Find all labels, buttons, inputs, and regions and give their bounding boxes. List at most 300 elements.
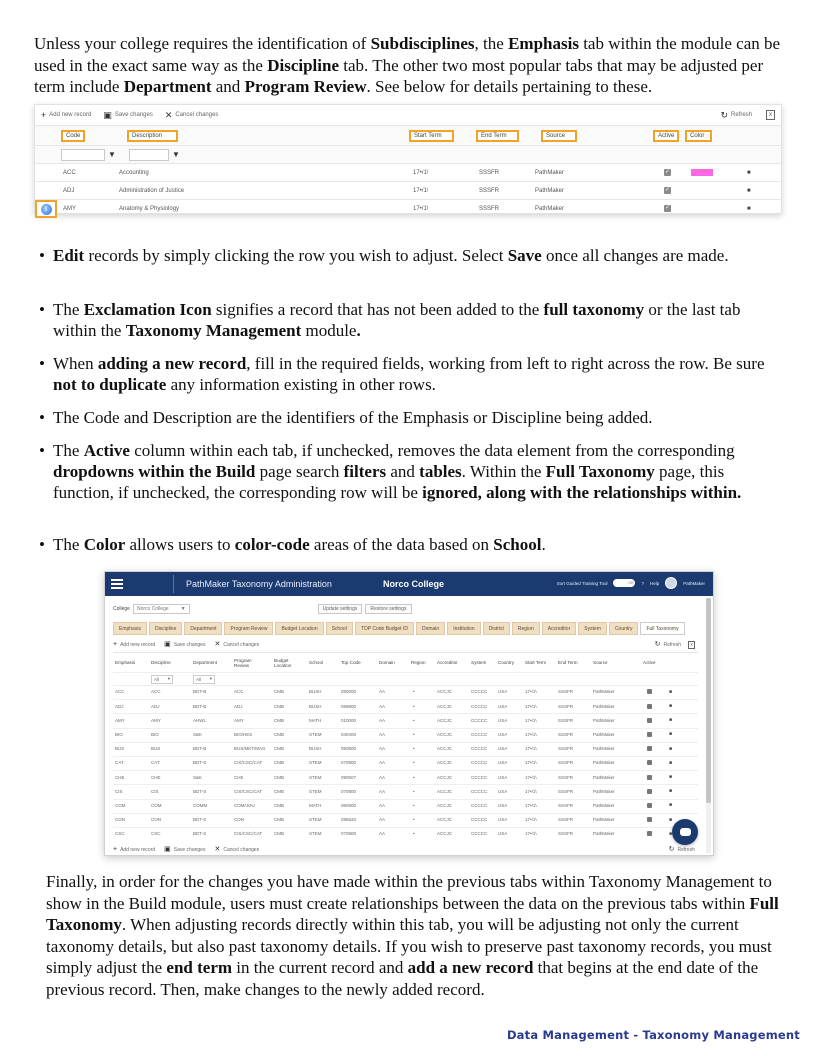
refresh-icon: ↻ <box>668 846 675 853</box>
floppy-icon: ▣ <box>164 846 171 853</box>
cell-accreditor: ACCJC <box>437 731 453 737</box>
cell-school: STEM <box>309 788 322 794</box>
color-swatch[interactable] <box>691 169 713 176</box>
cell-country: USA <box>498 774 508 780</box>
cell-program-review: AMY <box>234 717 244 723</box>
cell-accreditor: ACCJC <box>437 788 453 794</box>
cell-source: PathMaker <box>593 689 615 695</box>
cancel-changes-button[interactable]: Cancel changes <box>223 641 260 648</box>
active-checkbox[interactable] <box>647 704 652 709</box>
cell-accreditor: ACCJC <box>437 746 453 752</box>
cell-accreditor: ACCJC <box>437 774 453 780</box>
cell-emphasis: ADJ <box>115 703 124 709</box>
cell-discipline: AMY <box>151 717 161 723</box>
column-header-program-review[interactable]: Program Review <box>234 657 252 668</box>
college-label: College <box>113 606 130 612</box>
cell-start-term: 17•/1\ <box>525 703 537 709</box>
cell-domain: AA <box>379 831 386 837</box>
cell-system: CCCCC <box>471 774 488 780</box>
app-title: PathMaker Taxonomy Administration <box>186 579 332 589</box>
trash-icon[interactable]: ■ <box>669 745 673 752</box>
cell-discipline: CAT <box>151 760 160 766</box>
bullet-edit: • Edit records by simply clicking the row you wish to adjust. Select Save once all changes are made. <box>39 246 729 265</box>
tab-top-code-budget-id[interactable]: TOP Code Budget ID <box>355 622 414 635</box>
table-row[interactable] <box>113 742 698 755</box>
cell-top-code: 040400 <box>341 731 357 737</box>
tab-emphasis[interactable]: Emphasis <box>113 622 147 635</box>
cell-domain: AA <box>379 802 386 808</box>
floppy-icon: ▣ <box>164 641 171 648</box>
trash-icon[interactable]: ■ <box>747 169 751 176</box>
cell-region: • <box>413 703 415 709</box>
cell-source: PathMaker <box>535 169 565 176</box>
cell-department: BDT-S <box>193 788 207 794</box>
active-checkbox[interactable] <box>647 831 652 836</box>
cell-source: PathMaker <box>535 187 565 194</box>
cell-budget-location: CMB <box>274 774 284 780</box>
column-header-description[interactable]: Description <box>127 130 178 142</box>
refresh-button[interactable]: Refresh <box>663 641 681 648</box>
tab-department[interactable]: Department <box>184 622 222 635</box>
cell-source: PathMaker <box>593 831 615 837</box>
filter-icon[interactable]: ▼ <box>172 150 180 159</box>
chat-button[interactable] <box>672 819 698 845</box>
cell-discipline: ADJ <box>151 703 160 709</box>
active-checkbox[interactable] <box>647 718 652 723</box>
save-changes-button[interactable]: ▣ Save changes <box>103 109 153 120</box>
cell-code: AMY <box>63 205 77 212</box>
cell-emphasis: CHE <box>115 774 125 780</box>
tab-district[interactable]: District <box>483 622 510 635</box>
code-filter-input[interactable] <box>61 149 105 161</box>
tab-discipline[interactable]: Discipline <box>149 622 182 635</box>
trash-icon[interactable]: ■ <box>669 717 673 724</box>
help-icon[interactable]: ? <box>641 580 644 586</box>
cell-domain: AA <box>379 817 386 823</box>
cell-program-review: BIO/HES <box>234 731 253 737</box>
cell-region: • <box>413 746 415 752</box>
table-row[interactable] <box>35 163 781 181</box>
cell-start-term: 17•/1\ <box>525 788 537 794</box>
filter-row <box>113 672 698 685</box>
cell-department: BDT-S <box>193 760 207 766</box>
cell-department: BDT-S <box>193 831 207 837</box>
save-changes-button[interactable]: Save changes <box>173 641 206 648</box>
trash-icon[interactable]: ■ <box>669 816 673 823</box>
cell-top-code: 050000 <box>341 689 357 695</box>
column-header-emphasis[interactable]: Emphasis <box>115 660 136 665</box>
cell-program-review: COM/JOU <box>234 802 255 808</box>
column-header-source[interactable]: Source <box>593 660 608 665</box>
table-row[interactable] <box>113 784 698 797</box>
cell-source: PathMaker <box>593 774 615 780</box>
trash-icon[interactable]: ■ <box>669 774 673 781</box>
cell-discipline: BIO <box>151 731 159 737</box>
cell-top-code: 010000 <box>341 717 357 723</box>
college-title: Norco College <box>383 579 445 589</box>
cell-end-term: SSSFR <box>558 703 574 709</box>
filter-icon[interactable]: ▼ <box>108 150 116 159</box>
add-record-button[interactable]: Add new record <box>120 641 156 648</box>
cell-department: S&K <box>193 774 203 780</box>
table-row[interactable] <box>113 728 698 741</box>
cell-system: CCCCC <box>471 746 488 752</box>
cell-end-term: SSSFR <box>558 802 574 808</box>
cell-country: USA <box>498 802 508 808</box>
cell-department: AHWL <box>193 717 207 723</box>
cell-top-code: 095520 <box>341 817 357 823</box>
trash-icon[interactable]: ■ <box>669 731 673 738</box>
cell-department: COMM <box>193 802 208 808</box>
update-settings-button[interactable]: Update settings <box>318 604 363 614</box>
cell-source: PathMaker <box>593 717 615 723</box>
tab-accreditor[interactable]: Accreditor <box>542 622 577 635</box>
cell-country: USA <box>498 689 508 695</box>
grid-toolbar <box>35 105 781 125</box>
column-header-discipline[interactable]: Discipline <box>151 660 171 665</box>
cell-description: Anatomy & Physiology <box>119 205 180 212</box>
cell-region: • <box>413 717 415 723</box>
taxonomy-tabs <box>113 622 687 635</box>
active-checkbox[interactable] <box>647 803 652 808</box>
cell-accreditor: ACCJC <box>437 817 453 823</box>
chevron-down-icon: ▼ <box>180 606 186 612</box>
cell-start-term: 17•/1\ <box>525 831 537 837</box>
cell-program-review: CHE <box>234 774 244 780</box>
active-checkbox[interactable] <box>647 789 652 794</box>
cell-system: CCCCC <box>471 760 488 766</box>
tab-institution[interactable]: Institution <box>447 622 480 635</box>
department-filter-select[interactable]: All ▾ <box>193 675 215 684</box>
cell-system: CCCCC <box>471 802 488 808</box>
chat-icon <box>680 828 691 836</box>
cell-code: ACC <box>63 169 76 176</box>
cell-code: ADJ <box>63 187 75 194</box>
cell-source: PathMaker <box>593 802 615 808</box>
column-header-top-code[interactable]: Top Code <box>341 660 361 665</box>
cell-country: USA <box>498 817 508 823</box>
save-changes-button-bottom[interactable]: Save changes <box>173 846 206 853</box>
active-checkbox[interactable] <box>647 732 652 737</box>
cell-emphasis: BIO <box>115 731 123 737</box>
restore-settings-button[interactable]: Restore settings <box>365 604 411 614</box>
cell-country: USA <box>498 788 508 794</box>
app-header <box>105 572 713 596</box>
college-selector-bar <box>113 602 698 616</box>
export-icon[interactable]: x <box>688 641 695 649</box>
active-checkbox[interactable]: ✓ <box>664 169 671 175</box>
cell-country: USA <box>498 731 508 737</box>
column-header-active[interactable]: Active <box>653 130 679 142</box>
cell-budget-location: CMB <box>274 831 284 837</box>
floppy-icon: ▣ <box>103 109 112 120</box>
cell-start-term: 17•/1\ <box>525 731 537 737</box>
cell-budget-location: CMB <box>274 731 284 737</box>
cell-end-term: SSSFR <box>558 731 574 737</box>
cell-country: USA <box>498 717 508 723</box>
cell-source: PathMaker <box>593 760 615 766</box>
table-header <box>113 652 698 672</box>
cancel-changes-button-bottom[interactable]: Cancel changes <box>223 846 260 853</box>
cell-start-term: 17•/1\ <box>525 774 537 780</box>
table-row[interactable] <box>113 799 698 812</box>
cell-region: • <box>413 731 415 737</box>
close-icon: ✕ <box>164 109 173 120</box>
cell-source: PathMaker <box>593 746 615 752</box>
cell-system: CCCCC <box>471 703 488 709</box>
cell-discipline: CON <box>151 817 161 823</box>
cell-start-term: 17•/1\ <box>525 760 537 766</box>
refresh-button-bottom[interactable]: Refresh <box>677 846 695 853</box>
bullet-active: • The Active column within each tab, if unchecked, removes the data element from the corresponding dropdowns within the Build page search filters and tables. Within the Full Taxonomy page, this function, if unchecked, the corresponding row will be ignored, along with the relationships within. <box>39 441 742 502</box>
cell-region: • <box>413 831 415 837</box>
cell-program-review: CIS/CSC/CAT <box>234 788 263 794</box>
cell-discipline: ACC <box>151 689 161 695</box>
cell-school: MATH <box>309 717 322 723</box>
cell-description: Administration of Justice <box>119 187 185 194</box>
chevron-down-icon: ▾ <box>167 676 170 681</box>
cell-school: STEM <box>309 760 322 766</box>
column-header-active[interactable]: Active <box>643 660 656 665</box>
column-header-school[interactable]: School <box>309 660 324 665</box>
cell-department: BDT-B <box>193 689 207 695</box>
cell-top-code: 050800 <box>341 746 357 752</box>
trash-icon[interactable]: ■ <box>669 759 673 766</box>
cell-source: PathMaker <box>593 788 615 794</box>
column-header-color[interactable]: Color <box>685 130 712 142</box>
table-row[interactable] <box>113 827 698 840</box>
chevron-down-icon: ▾ <box>209 676 212 681</box>
tab-school[interactable]: School <box>326 622 353 635</box>
cell-region: • <box>413 788 415 794</box>
tab-full-taxonomy[interactable]: Full Taxonomy <box>640 622 684 635</box>
cell-school: STEM <box>309 774 322 780</box>
emphasis-grid-screenshot <box>34 104 782 214</box>
cell-domain: AA <box>379 746 386 752</box>
cell-region: • <box>413 774 415 780</box>
cell-school: STEM <box>309 817 322 823</box>
training-toggle[interactable]: Off <box>613 579 635 587</box>
cell-top-code: 070800 <box>341 760 357 766</box>
column-header-budget-location[interactable]: Budget Location <box>274 657 292 668</box>
full-taxonomy-screenshot <box>104 571 714 856</box>
trash-icon[interactable]: ■ <box>669 688 673 695</box>
cell-system: CCCCC <box>471 831 488 837</box>
cell-domain: AA <box>379 774 386 780</box>
tab-region[interactable]: Region <box>512 622 540 635</box>
refresh-icon: ↻ <box>654 641 661 648</box>
avatar[interactable] <box>665 577 677 589</box>
table-row[interactable] <box>113 713 698 726</box>
trash-icon[interactable]: ■ <box>669 802 673 809</box>
discipline-filter-select[interactable]: All ▾ <box>151 675 173 684</box>
scrollbar-thumb[interactable] <box>706 598 711 803</box>
tab-program-review[interactable]: Program Review <box>224 622 273 635</box>
column-header-code[interactable]: Code <box>61 130 85 142</box>
cell-start-term: 17•/1\ <box>525 802 537 808</box>
cell-country: USA <box>498 760 508 766</box>
cell-region: • <box>413 817 415 823</box>
active-checkbox[interactable] <box>647 817 652 822</box>
column-header-department[interactable]: Department <box>193 660 218 665</box>
bullet-color: • The Color allows users to color-code areas of the data based on School. <box>39 535 546 554</box>
menu-icon[interactable] <box>111 577 123 591</box>
column-header-accreditor[interactable]: Accreditor <box>437 660 458 665</box>
cell-end-term: SSSFR <box>479 205 500 212</box>
closing-paragraph: Finally, in order for the changes you have made within the previous tabs within Taxonomy Management to show in the Build module, users must create relationships between the data on the previous tabs within Full Taxonomy. When adjusting records directly within this tab, you will be adjusting not only the current taxonomy details, but also past taxonomy details. If you wish to preserve past taxonomy records, you must simply adjust the end term in the current record and add a new record that begins at the end date of the previous record. Then, make changes to the newly added record. <box>46 872 779 999</box>
intro-paragraph: Unless your college requires the identification of Subdisciplines, the Emphasis tab within the module can be used in the exact same way as the Discipline tab. The other two most popular tabs that may be adjusted per term include Department and Program Review. See below for details pertaining to these. <box>34 34 781 96</box>
college-select[interactable]: Norco College ▼ <box>133 604 190 614</box>
tab-system[interactable]: System <box>578 622 607 635</box>
active-checkbox[interactable] <box>647 760 652 765</box>
cell-budget-location: CMB <box>274 746 284 752</box>
cell-emphasis: CIS <box>115 788 123 794</box>
cell-end-term: SSSFR <box>558 817 574 823</box>
cell-system: CCCCC <box>471 717 488 723</box>
export-icon[interactable]: x <box>766 110 775 120</box>
cell-top-code: 060800 <box>341 802 357 808</box>
column-header-end-term[interactable]: End Term <box>476 130 519 142</box>
table-header <box>35 125 781 145</box>
trash-icon[interactable]: ■ <box>669 703 673 710</box>
column-header-source[interactable]: Source <box>541 130 577 142</box>
cell-school: MATH <box>309 802 322 808</box>
column-header-start-term[interactable]: Start Term <box>525 660 547 665</box>
cell-start-term: 17•/1\ <box>525 817 537 823</box>
cell-discipline: BUS <box>151 746 161 752</box>
cell-discipline: CIS <box>151 788 159 794</box>
cell-program-review: ACC <box>234 689 244 695</box>
cell-budget-location: CMB <box>274 788 284 794</box>
cell-school: BUSH <box>309 703 322 709</box>
trash-icon[interactable]: ■ <box>669 788 673 795</box>
help-link[interactable]: Help <box>649 580 660 586</box>
user-name[interactable]: PathMaker <box>683 580 705 586</box>
cell-emphasis: CSC <box>115 831 125 837</box>
active-checkbox[interactable]: ✓ <box>664 187 671 193</box>
cell-source: PathMaker <box>535 205 565 212</box>
cell-start-term: 17•/1\ <box>525 717 537 723</box>
cell-region: • <box>413 802 415 808</box>
cell-department: BDT-B <box>193 746 207 752</box>
cell-description: Accounting <box>119 169 149 176</box>
cell-system: CCCCC <box>471 817 488 823</box>
column-header-country[interactable]: Country <box>498 660 515 665</box>
cell-department: S&K <box>193 731 203 737</box>
exclamation-highlight <box>35 200 57 218</box>
column-header-system[interactable]: System <box>471 660 487 665</box>
column-header-region[interactable]: Region <box>411 660 426 665</box>
cell-end-term: SSSFR <box>558 788 574 794</box>
cell-start-term: 17•/1\ <box>413 205 429 212</box>
cell-emphasis: CAT <box>115 760 124 766</box>
cell-end-term: SSSFR <box>479 169 500 176</box>
active-checkbox[interactable] <box>647 746 652 751</box>
table-row[interactable] <box>113 685 698 698</box>
cell-domain: AA <box>379 717 386 723</box>
add-record-button-bottom[interactable]: Add new record <box>120 846 156 853</box>
cell-end-term: SSSFR <box>558 717 574 723</box>
refresh-button[interactable]: ↻ Refresh <box>720 109 752 120</box>
cell-emphasis: ACC <box>115 689 125 695</box>
cell-accreditor: ACCJC <box>437 689 453 695</box>
page-footer: Data Management - Taxonomy Management <box>506 1028 800 1042</box>
active-checkbox[interactable] <box>647 689 652 694</box>
cell-top-code: 059800 <box>341 703 357 709</box>
cell-country: USA <box>498 703 508 709</box>
column-header-end-term[interactable]: End Term <box>558 660 578 665</box>
cell-accreditor: ACCJC <box>437 802 453 808</box>
cell-emphasis: CON <box>115 817 125 823</box>
cell-school: STEM <box>309 831 322 837</box>
table-row[interactable] <box>113 756 698 769</box>
cell-end-term: SSSFR <box>558 746 574 752</box>
refresh-icon: ↻ <box>720 109 728 120</box>
cell-school: BUSH <box>309 689 322 695</box>
cell-department: BDT-B <box>193 703 207 709</box>
bullet-exclamation: • The Exclamation Icon signifies a record that has not been added to the full taxonomy or the last tab within the Taxonomy Management module. <box>39 300 741 340</box>
cell-source: PathMaker <box>593 817 615 823</box>
cancel-changes-button[interactable]: ✕ Cancel changes <box>164 109 219 120</box>
tab-country[interactable]: Country <box>609 622 639 635</box>
cell-budget-location: CMB <box>274 703 284 709</box>
cell-budget-location: CMB <box>274 689 284 695</box>
tab-budget-location[interactable]: Budget Location <box>275 622 323 635</box>
cell-top-code: 090507 <box>341 774 357 780</box>
cell-budget-location: CMB <box>274 717 284 723</box>
exclamation-icon: ! <box>41 204 52 215</box>
cell-accreditor: ACCJC <box>437 831 453 837</box>
close-icon: ✕ <box>214 846 221 853</box>
table-row[interactable] <box>35 199 781 217</box>
trash-icon[interactable]: ■ <box>747 205 751 212</box>
trash-icon[interactable]: ■ <box>747 187 751 194</box>
cell-start-term: 17•/1\ <box>413 187 429 194</box>
cell-end-term: SSSFR <box>558 689 574 695</box>
active-checkbox[interactable] <box>647 775 652 780</box>
cell-source: PathMaker <box>593 703 615 709</box>
plus-icon: + <box>113 641 118 648</box>
tab-domain[interactable]: Domain <box>416 622 445 635</box>
column-header-domain[interactable]: Domain <box>379 660 395 665</box>
cell-country: USA <box>498 746 508 752</box>
cell-budget-location: CMB <box>274 817 284 823</box>
table-row[interactable] <box>113 770 698 783</box>
trash-icon[interactable]: ■ <box>669 830 673 837</box>
cell-program-review: CIS/CSC/CAT <box>234 760 263 766</box>
table-row[interactable] <box>35 181 781 199</box>
cell-domain: AA <box>379 731 386 737</box>
description-filter-input[interactable] <box>129 149 169 161</box>
column-header-start-term[interactable]: Start Term <box>409 130 454 142</box>
table-row[interactable] <box>113 813 698 826</box>
cell-emphasis: BUS <box>115 746 125 752</box>
cell-country: USA <box>498 831 508 837</box>
add-record-button[interactable]: + Add new record <box>41 109 92 120</box>
cell-accreditor: ACCJC <box>437 760 453 766</box>
cell-emphasis: AMY <box>115 717 125 723</box>
cell-start-term: 17•/1\ <box>413 169 429 176</box>
cell-domain: AA <box>379 788 386 794</box>
table-row[interactable] <box>113 699 698 712</box>
cell-domain: AA <box>379 703 386 709</box>
active-checkbox[interactable]: ✓ <box>664 205 671 211</box>
cell-accreditor: ACCJC <box>437 703 453 709</box>
cell-discipline: CHE <box>151 774 161 780</box>
cell-emphasis: COM <box>115 802 126 808</box>
plus-icon: + <box>41 109 47 120</box>
cell-program-review: CON <box>234 817 244 823</box>
